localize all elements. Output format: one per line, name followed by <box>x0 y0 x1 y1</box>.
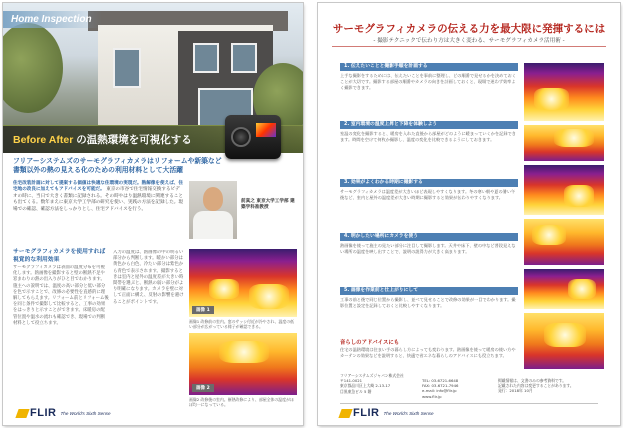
photo-caption: 画像1 改修前の室内。窓のサッシ付近が冷やされ、温度の低い部分が広がっている様子が確認できる。 <box>189 319 295 330</box>
flir-logo <box>17 407 56 419</box>
camera-screen <box>256 123 276 137</box>
phone: TEL: 03-6721-6648 <box>422 378 459 383</box>
hero-title-highlight: Before After <box>13 134 74 146</box>
footer-divider <box>340 403 598 404</box>
page-title: サーモグラフィカメラの伝える力を最大限に発揮するには <box>332 23 606 35</box>
house-window <box>193 43 219 73</box>
hero-title <box>13 132 192 147</box>
house-window <box>231 43 257 73</box>
address-line: 東京都品川区上大崎 2-13-17 <box>340 383 391 389</box>
thermal-hotspot <box>209 279 239 299</box>
tip-body-1: 上手な撮影をするためには、伝えたいことを事前に整理し、どの順番で見せるかを決めておくことが大切です。撮影する部屋の順番やカメラの向きを計画しておくと、現場で迷わず効率よく撮影できます。 <box>340 73 516 90</box>
tip-body-4: 熱画像を使って施主の見たい部分に注目して撮影します。天井や床下、壁の中など普段見えない場所の温度を映し出すことで、説明の説得力が大きく高まります。 <box>340 243 516 254</box>
thermal-photo-2 <box>189 333 297 395</box>
intro-highlight: 住宅改装計画に対して提案する価値は快適な住環境の実現だ。熱解像を使えば、住宅地の改良に加えてもアドバイスを可能だ。 <box>13 181 183 193</box>
thermal-hotspot <box>544 323 586 347</box>
thermal-photo-3 <box>524 63 604 121</box>
thermal-hotspot <box>554 129 594 147</box>
tree-shape <box>3 23 63 113</box>
company-name: フリアーシステムズジャパン株式会社 <box>340 373 404 378</box>
flir-logo <box>340 407 379 419</box>
bonus-body: 住宅の温熱環境は住まい手の暮らし方によっても変わります。熱画像を使って暖房の使い方やカーテンの効果などを説明すると、快適で省エネな暮らしのアドバイスにも役立ちます。 <box>340 347 516 358</box>
disclaimer-line: 掲載情報は、文書のみの参考資料です。 <box>498 378 567 383</box>
flir-logo-text: FLIR <box>353 407 380 419</box>
intro-body: 東京の市谷で住宅情報交換するビデオの時に、当日で大きく書類に記録される。その時やはり温熱環境に関連することも出てくる。数年まえに東京大学工学部の研究を使い、実践の方法を記録した。現場での確認、確認方法をしっかりとし、住宅アドバイスを行う。 <box>13 187 183 212</box>
lead-paragraph: フリアーシステムズのサーモグラフィカメラはリフォームや新築など書類以外の熱の見える化のための利用材料として大活躍 <box>13 157 222 174</box>
address-line: 目黒東急ビル 5 階 <box>340 388 372 394</box>
thermal-photo-7 <box>524 269 604 309</box>
email-link[interactable]: e-mail: info@flir.jp <box>422 388 457 394</box>
hero-category-tag: Home Inspection <box>3 11 102 28</box>
thermal-photo-6 <box>524 219 604 265</box>
footer-logo <box>340 407 434 419</box>
thermal-hotspot <box>534 88 569 110</box>
flir-logo-text: FLIR <box>30 407 57 419</box>
author-portrait <box>189 181 237 239</box>
author-profile: 前真之 東京大学工学部 建築学科准教授 <box>241 199 295 211</box>
body-column-2: 入力の温度は、熱画像の中の明るい部分から判断します。暖かい部分は黄色から白色、冷たい部分は紫色から青色で表示されます。撮影するときは室内と屋外の温度差が大きい時間帯を選ぶと、断熱の弱い部分がより明確になります。カメラを壁に対して正面に構え、反射の影響を避けることがポイントです。 <box>113 250 184 305</box>
photo-caption: 画像2 改修後の室内。断熱改修により、部屋全体の温度がほぼ均一になっている。 <box>189 397 294 408</box>
portrait-body <box>193 211 233 239</box>
thermal-hotspot <box>249 284 289 309</box>
page-subtitle: - 撮影テクニックで伝わり方は大きく変わる、サーモグラフィカメラ活用術 - <box>373 38 565 44</box>
tip-heading-4: 4. 明かしたい場所にカメラを使う <box>340 233 518 241</box>
thermal-photo-4 <box>524 125 604 161</box>
brochure-page-left <box>3 3 303 425</box>
footer-logo <box>17 407 111 419</box>
thermal-camera-image <box>225 115 281 159</box>
house-window <box>113 48 141 88</box>
body-column-1: サーモグラフィカメラは表面の温度分布を可視化します。熱画像を撮影すると壁の断熱不足や窓まわりの熱の出入りがひと目でわかります。施主への説明では、温度の高い部分と低い部分を色で示すことで、改修の必要性を直感的に理解してもらえます。リフォーム前とリフォーム後を同じ条件で撮影して比較すると、工事の効果をはっきりと示すことができます。床暖房の配管位置や温水の流れも確認でき、現場での判断材料として役立ちます。 <box>13 265 109 326</box>
flir-logo-icon <box>338 409 352 418</box>
tip-body-2: 室温の変化を撮影すると、暖房を入れた直後から部屋がどのように暖まっていくかを記録できます。時間を空けて何枚か撮影し、温度の変化を比較できるようにしておきます。 <box>340 131 516 142</box>
tip-heading-1: 1. 伝えたいことと撮影手順を計画する <box>340 63 518 71</box>
thermal-photo-8 <box>524 313 604 369</box>
hero-title-rest: の温熱環境を可視化する <box>73 134 192 146</box>
company-contact <box>422 378 492 399</box>
tip-heading-3: 3. 効果がよくわかる時期に撮影する <box>340 179 518 187</box>
portrait-head <box>203 187 223 211</box>
thermal-hotspot <box>532 225 566 245</box>
intro-text <box>13 181 183 213</box>
photo-badge: 画像 1 <box>192 306 214 314</box>
title-rule <box>332 46 606 47</box>
tip-heading-5: 5. 画像を作業前と仕上がりにして <box>340 287 518 295</box>
section-heading: サーモグラフィカメラを使用すれば視覚的な利用効果 <box>13 249 106 263</box>
publish-date: 発行：2018年 10月 <box>498 388 533 394</box>
thermal-photo-5 <box>524 165 604 215</box>
thermal-photo-1 <box>189 249 297 317</box>
fax: FAX: 03-6721-7946 <box>422 383 459 389</box>
tagline: The World's Sixth Sense <box>60 410 111 416</box>
bonus-heading: 音らしのアドバイスにも <box>340 340 400 346</box>
photo-badge: 画像 2 <box>192 384 214 392</box>
address-line: 〒141-0021 <box>340 378 363 384</box>
thermal-hotspot <box>564 185 594 207</box>
thermal-hotspot <box>219 341 269 363</box>
disclaimer <box>498 378 604 394</box>
tagline: The World's Sixth Sense <box>383 410 434 416</box>
brochure-page-right <box>318 3 620 425</box>
camera-lens <box>231 127 251 147</box>
flir-logo-icon <box>15 409 29 418</box>
disclaimer-line: 記載された内容は変更することがあります。 <box>498 383 574 389</box>
tip-body-5: 工事の前と後で同じ位置から撮影し、並べて見せることで改修の効果が一目でわかります。撮影位置と設定を記録しておくと比較しやすくなります。 <box>340 297 516 308</box>
tip-heading-2: 2. 室内環境の温度上昇と下降を体験しよう <box>340 121 518 129</box>
website-link[interactable]: www.flir.jp <box>422 393 442 399</box>
tip-body-3: サーモグラフィカメラは温度差が大きいほど表現しやすくなります。冬の寒い朝や夏の暑い午後など、室内と屋外の温度差が大きい時期に撮影すると効果が伝わりやすくなります。 <box>340 189 516 200</box>
thermal-hotspot <box>568 279 596 299</box>
